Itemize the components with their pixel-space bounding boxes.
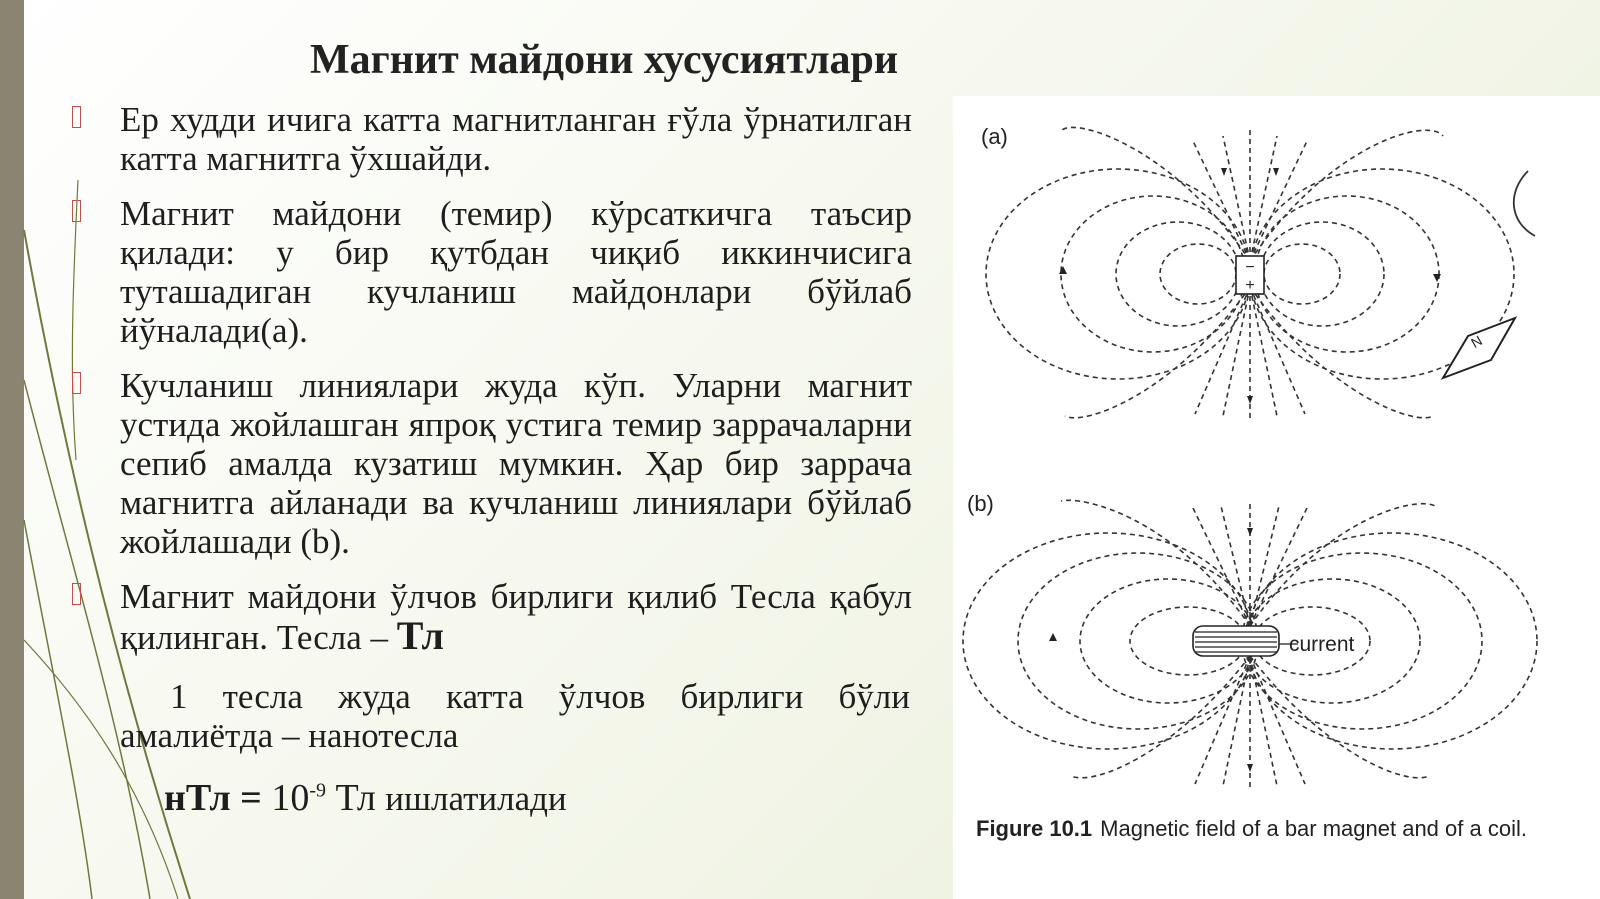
bullet-text: Кучланиш линиялари жуда кўп. Уларни магнит устида жойлашган япроқ устига темир заррачаларни сепиб амалда кузатиш мумкин. Ҳар бир заррача магнитга айланади ва кучланиш линиялари бўйлаб жойлашади (b). [120, 366, 912, 561]
figure-caption [976, 815, 1586, 842]
bullet-marker-icon [72, 200, 81, 222]
formula-exponent: -9 [309, 779, 326, 802]
magnet-plus-pole: + [1245, 277, 1255, 294]
tesla-sentence: Магнит майдони ўлчов бирлиги қилиб Тесла қабул қилинган. Тесла – [120, 577, 912, 657]
formula-unit: Тл [335, 777, 376, 819]
magnetic-field-figure [953, 96, 1600, 811]
bullet-marker-icon [72, 372, 81, 394]
current-label: current [1289, 633, 1355, 656]
tesla-symbol: Тл [396, 613, 444, 658]
bullet-text [120, 577, 912, 657]
bullet-text: Магнит майдони (темир) кўрсаткичга таъсир қилади: у бир қутбдан чиқиб иккинчисига туташадиган кучланиш майдонлари бўйлаб йўналади(a). [120, 194, 912, 350]
nanotesla-note: 1 тесла жуда катта ўлчов бирлиги бўли амалиётда – нанотесла [120, 677, 910, 755]
bullet-list [72, 100, 912, 657]
bullet-marker-icon [72, 106, 81, 128]
label-a: (a) [981, 124, 1008, 149]
bullet-item [72, 194, 912, 350]
magnet-minus-pole: − [1245, 259, 1255, 276]
formula-lhs: нТл = [164, 777, 262, 819]
compass-mark: N [1468, 332, 1485, 352]
bullet-item [72, 366, 912, 561]
formula-suffix: ишлатилади [385, 779, 567, 818]
bullet-item [72, 577, 912, 657]
caption-label: Figure 10.1 [976, 816, 1093, 841]
bullet-text: Ер худди ичига катта магнитланган ғўла ўрнатилган катта магнитга ўхшайди. [120, 100, 912, 178]
label-b: (b) [967, 491, 994, 516]
bullet-item [72, 100, 912, 178]
nanotesla-formula [164, 776, 567, 820]
slide-title: Магнит майдони хусусиятлари [310, 37, 899, 83]
bullet-marker-icon [72, 583, 81, 605]
caption-text: Magnetic field of a bar magnet and of a coil. [1100, 816, 1527, 841]
formula-base: 10 [271, 777, 310, 819]
